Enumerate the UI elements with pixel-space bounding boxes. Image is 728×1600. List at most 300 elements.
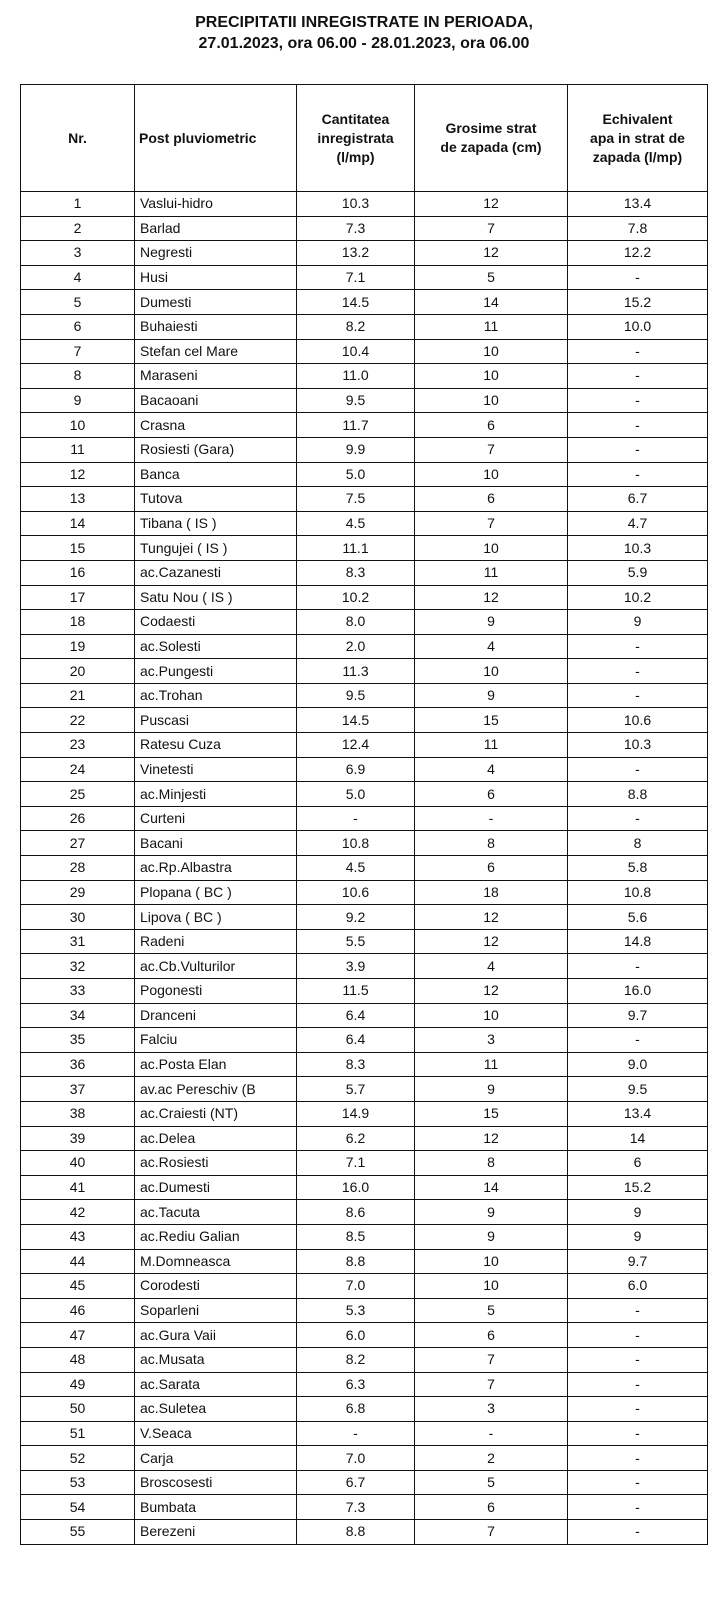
cell-echivalent: - — [568, 1323, 708, 1348]
cell-post: ac.Tacuta — [135, 1200, 297, 1225]
cell-nr: 1 — [21, 192, 135, 217]
cell-grosime: 11 — [415, 560, 568, 585]
cell-grosime: 15 — [415, 1101, 568, 1126]
cell-post: Crasna — [135, 413, 297, 438]
cell-post: ac.Cb.Vulturilor — [135, 954, 297, 979]
cell-post: ac.Dumesti — [135, 1175, 297, 1200]
cell-cantitatea: 11.3 — [297, 659, 415, 684]
cell-nr: 8 — [21, 364, 135, 389]
cell-grosime: 9 — [415, 1224, 568, 1249]
cell-grosime: 7 — [415, 1347, 568, 1372]
table-row — [21, 1274, 708, 1299]
cell-nr: 24 — [21, 757, 135, 782]
cell-nr: 47 — [21, 1323, 135, 1348]
cell-cantitatea: 8.6 — [297, 1200, 415, 1225]
cell-echivalent: - — [568, 757, 708, 782]
table-row — [21, 1249, 708, 1274]
cell-grosime: 5 — [415, 1298, 568, 1323]
cell-nr: 45 — [21, 1274, 135, 1299]
cell-nr: 42 — [21, 1200, 135, 1225]
table-row — [21, 314, 708, 339]
cell-grosime: 4 — [415, 757, 568, 782]
cell-post: av.ac Pereschiv (B — [135, 1077, 297, 1102]
cell-grosime: 5 — [415, 265, 568, 290]
cell-echivalent: 10.2 — [568, 585, 708, 610]
table-row — [21, 1101, 708, 1126]
cell-echivalent: - — [568, 1298, 708, 1323]
cell-cantitatea: 6.7 — [297, 1470, 415, 1495]
cell-post: ac.Delea — [135, 1126, 297, 1151]
cell-nr: 26 — [21, 806, 135, 831]
cell-cantitatea: 5.0 — [297, 782, 415, 807]
cell-cantitatea: 11.0 — [297, 364, 415, 389]
cell-grosime: 10 — [415, 462, 568, 487]
cell-grosime: 12 — [415, 905, 568, 930]
table-row — [21, 1077, 708, 1102]
cell-echivalent: 6.7 — [568, 487, 708, 512]
cell-echivalent: 4.7 — [568, 511, 708, 536]
cell-echivalent: 5.9 — [568, 560, 708, 585]
cell-post: ac.Minjesti — [135, 782, 297, 807]
cell-nr: 55 — [21, 1520, 135, 1545]
cell-echivalent: 15.2 — [568, 290, 708, 315]
cell-post: Husi — [135, 265, 297, 290]
cell-grosime: 15 — [415, 708, 568, 733]
cell-echivalent: - — [568, 1397, 708, 1422]
report-title — [0, 12, 728, 54]
cell-post: Buhaiesti — [135, 314, 297, 339]
cell-grosime: 12 — [415, 979, 568, 1004]
cell-nr: 2 — [21, 216, 135, 241]
title-line-2: 27.01.2023, ora 06.00 - 28.01.2023, ora 06.00 — [198, 35, 530, 52]
cell-nr: 40 — [21, 1151, 135, 1176]
cell-nr: 15 — [21, 536, 135, 561]
cell-cantitatea: 4.5 — [297, 511, 415, 536]
cell-post: Soparleni — [135, 1298, 297, 1323]
cell-grosime: 9 — [415, 1077, 568, 1102]
table-row — [21, 560, 708, 585]
cell-post: Codaesti — [135, 610, 297, 635]
cell-grosime: 10 — [415, 536, 568, 561]
cell-echivalent: 12.2 — [568, 241, 708, 266]
cell-post: Broscosesti — [135, 1470, 297, 1495]
cell-grosime: 12 — [415, 192, 568, 217]
cell-grosime: 11 — [415, 733, 568, 758]
cell-cantitatea: 2.0 — [297, 634, 415, 659]
table-row — [21, 1446, 708, 1471]
cell-post: ac.Trohan — [135, 683, 297, 708]
cell-cantitatea: 16.0 — [297, 1175, 415, 1200]
cell-grosime: 5 — [415, 1470, 568, 1495]
cell-echivalent: - — [568, 339, 708, 364]
cell-grosime: 10 — [415, 339, 568, 364]
cell-nr: 22 — [21, 708, 135, 733]
table-row — [21, 1397, 708, 1422]
table-row — [21, 1175, 708, 1200]
cell-echivalent: - — [568, 1347, 708, 1372]
cell-echivalent: - — [568, 462, 708, 487]
cell-cantitatea: 10.8 — [297, 831, 415, 856]
table-row — [21, 757, 708, 782]
cell-grosime: 12 — [415, 929, 568, 954]
cell-nr: 21 — [21, 683, 135, 708]
table-row — [21, 708, 708, 733]
cell-nr: 44 — [21, 1249, 135, 1274]
header-echivalent — [568, 85, 708, 192]
cell-echivalent: 10.3 — [568, 536, 708, 561]
header-grosime-line: Grosime strat — [445, 120, 537, 136]
cell-cantitatea: 7.0 — [297, 1446, 415, 1471]
cell-post: ac.Rediu Galian — [135, 1224, 297, 1249]
cell-grosime: 9 — [415, 1200, 568, 1225]
cell-cantitatea: 6.9 — [297, 757, 415, 782]
cell-cantitatea: 13.2 — [297, 241, 415, 266]
cell-grosime: 18 — [415, 880, 568, 905]
cell-post: ac.Rp.Albastra — [135, 856, 297, 881]
cell-post: Puscasi — [135, 708, 297, 733]
cell-echivalent: - — [568, 265, 708, 290]
table-row — [21, 610, 708, 635]
cell-echivalent: - — [568, 1495, 708, 1520]
cell-post: V.Seaca — [135, 1421, 297, 1446]
cell-nr: 6 — [21, 314, 135, 339]
cell-cantitatea: 14.5 — [297, 708, 415, 733]
cell-grosime: 10 — [415, 1003, 568, 1028]
table-row — [21, 585, 708, 610]
cell-cantitatea: 6.4 — [297, 1028, 415, 1053]
table-row — [21, 880, 708, 905]
header-cantitatea — [297, 85, 415, 192]
cell-nr: 48 — [21, 1347, 135, 1372]
table-row — [21, 1520, 708, 1545]
cell-echivalent: - — [568, 683, 708, 708]
cell-post: Falciu — [135, 1028, 297, 1053]
cell-nr: 19 — [21, 634, 135, 659]
table-row — [21, 1347, 708, 1372]
cell-cantitatea: 14.5 — [297, 290, 415, 315]
cell-grosime: 10 — [415, 364, 568, 389]
table-row — [21, 905, 708, 930]
cell-echivalent: - — [568, 1520, 708, 1545]
table-header-row — [21, 85, 708, 192]
cell-nr: 18 — [21, 610, 135, 635]
cell-echivalent: 9.0 — [568, 1052, 708, 1077]
cell-grosime: 4 — [415, 634, 568, 659]
cell-cantitatea: 6.8 — [297, 1397, 415, 1422]
header-nr: Nr. — [21, 85, 135, 192]
cell-echivalent: 10.0 — [568, 314, 708, 339]
cell-echivalent: 13.4 — [568, 1101, 708, 1126]
cell-grosime: 12 — [415, 585, 568, 610]
cell-post: Bacani — [135, 831, 297, 856]
table-row — [21, 265, 708, 290]
title-line-1: PRECIPITATII INREGISTRATE IN PERIOADA, — [195, 14, 533, 31]
cell-cantitatea: 10.3 — [297, 192, 415, 217]
cell-echivalent: 6.0 — [568, 1274, 708, 1299]
cell-grosime: 6 — [415, 782, 568, 807]
cell-post: Radeni — [135, 929, 297, 954]
cell-echivalent: 14 — [568, 1126, 708, 1151]
cell-cantitatea: 4.5 — [297, 856, 415, 881]
table-row — [21, 1003, 708, 1028]
cell-cantitatea: 6.0 — [297, 1323, 415, 1348]
cell-echivalent: 9.5 — [568, 1077, 708, 1102]
cell-nr: 52 — [21, 1446, 135, 1471]
cell-nr: 17 — [21, 585, 135, 610]
cell-nr: 3 — [21, 241, 135, 266]
cell-cantitatea: 11.5 — [297, 979, 415, 1004]
cell-grosime: 7 — [415, 1372, 568, 1397]
cell-nr: 32 — [21, 954, 135, 979]
cell-cantitatea: 8.3 — [297, 1052, 415, 1077]
table-row — [21, 1151, 708, 1176]
cell-cantitatea: 8.0 — [297, 610, 415, 635]
cell-post: Carja — [135, 1446, 297, 1471]
cell-nr: 11 — [21, 437, 135, 462]
cell-nr: 14 — [21, 511, 135, 536]
table-row — [21, 339, 708, 364]
table-row — [21, 511, 708, 536]
cell-nr: 12 — [21, 462, 135, 487]
cell-nr: 43 — [21, 1224, 135, 1249]
table-row — [21, 733, 708, 758]
cell-nr: 23 — [21, 733, 135, 758]
table-row — [21, 413, 708, 438]
table-row — [21, 979, 708, 1004]
cell-post: Berezeni — [135, 1520, 297, 1545]
cell-post: Satu Nou ( IS ) — [135, 585, 297, 610]
cell-grosime: 10 — [415, 388, 568, 413]
header-echivalent-line: apa in strat de — [590, 129, 685, 146]
cell-grosime: 10 — [415, 1249, 568, 1274]
cell-grosime: 4 — [415, 954, 568, 979]
cell-grosime: 7 — [415, 511, 568, 536]
cell-echivalent: 9 — [568, 1200, 708, 1225]
cell-echivalent: 5.6 — [568, 905, 708, 930]
cell-post: Tibana ( IS ) — [135, 511, 297, 536]
cell-nr: 54 — [21, 1495, 135, 1520]
cell-cantitatea: 11.7 — [297, 413, 415, 438]
cell-nr: 33 — [21, 979, 135, 1004]
cell-grosime: 3 — [415, 1397, 568, 1422]
cell-echivalent: 9 — [568, 610, 708, 635]
table-row — [21, 1200, 708, 1225]
cell-nr: 46 — [21, 1298, 135, 1323]
cell-grosime: 11 — [415, 1052, 568, 1077]
table-row — [21, 782, 708, 807]
cell-cantitatea: 6.3 — [297, 1372, 415, 1397]
cell-echivalent: 5.8 — [568, 856, 708, 881]
table-row — [21, 364, 708, 389]
cell-nr: 51 — [21, 1421, 135, 1446]
cell-cantitatea: 3.9 — [297, 954, 415, 979]
cell-echivalent: 9 — [568, 1224, 708, 1249]
cell-post: Ratesu Cuza — [135, 733, 297, 758]
cell-cantitatea: 7.3 — [297, 216, 415, 241]
table-row — [21, 1372, 708, 1397]
table-row — [21, 1323, 708, 1348]
table-row — [21, 216, 708, 241]
cell-nr: 30 — [21, 905, 135, 930]
cell-post: ac.Gura Vaii — [135, 1323, 297, 1348]
table-row — [21, 1298, 708, 1323]
cell-nr: 4 — [21, 265, 135, 290]
cell-grosime: 11 — [415, 314, 568, 339]
cell-cantitatea: 7.5 — [297, 487, 415, 512]
table-row — [21, 487, 708, 512]
cell-cantitatea: 7.3 — [297, 1495, 415, 1520]
cell-nr: 20 — [21, 659, 135, 684]
cell-post: Curteni — [135, 806, 297, 831]
cell-cantitatea: 11.1 — [297, 536, 415, 561]
cell-grosime: 14 — [415, 1175, 568, 1200]
table-row — [21, 290, 708, 315]
cell-echivalent: - — [568, 1421, 708, 1446]
cell-echivalent: - — [568, 634, 708, 659]
table-row — [21, 1495, 708, 1520]
cell-post: Dumesti — [135, 290, 297, 315]
cell-grosime: - — [415, 806, 568, 831]
cell-nr: 31 — [21, 929, 135, 954]
table-row — [21, 683, 708, 708]
cell-grosime: 6 — [415, 1495, 568, 1520]
cell-grosime: 7 — [415, 1520, 568, 1545]
cell-cantitatea: 7.1 — [297, 1151, 415, 1176]
cell-cantitatea: 6.2 — [297, 1126, 415, 1151]
cell-grosime: 6 — [415, 413, 568, 438]
header-grosime — [415, 85, 568, 192]
cell-cantitatea: 14.9 — [297, 1101, 415, 1126]
cell-nr: 50 — [21, 1397, 135, 1422]
table-body — [21, 192, 708, 1545]
cell-grosime: 14 — [415, 290, 568, 315]
cell-cantitatea: 8.2 — [297, 1347, 415, 1372]
cell-post: Tutova — [135, 487, 297, 512]
table-row — [21, 1126, 708, 1151]
cell-cantitatea: 10.4 — [297, 339, 415, 364]
cell-nr: 37 — [21, 1077, 135, 1102]
cell-post: Vinetesti — [135, 757, 297, 782]
header-grosime-line: de zapada (cm) — [440, 139, 542, 155]
header-post: Post pluviometric — [135, 85, 297, 192]
cell-nr: 39 — [21, 1126, 135, 1151]
cell-echivalent: 13.4 — [568, 192, 708, 217]
cell-nr: 9 — [21, 388, 135, 413]
cell-nr: 28 — [21, 856, 135, 881]
cell-nr: 29 — [21, 880, 135, 905]
cell-grosime: 8 — [415, 1151, 568, 1176]
cell-grosime: 6 — [415, 856, 568, 881]
cell-cantitatea: 5.3 — [297, 1298, 415, 1323]
cell-cantitatea: 7.1 — [297, 265, 415, 290]
cell-cantitatea: - — [297, 806, 415, 831]
cell-echivalent: 8 — [568, 831, 708, 856]
table-row — [21, 462, 708, 487]
cell-post: Dranceni — [135, 1003, 297, 1028]
cell-post: M.Domneasca — [135, 1249, 297, 1274]
cell-echivalent: 10.6 — [568, 708, 708, 733]
cell-nr: 34 — [21, 1003, 135, 1028]
cell-grosime: 8 — [415, 831, 568, 856]
cell-grosime: 7 — [415, 437, 568, 462]
cell-echivalent: 9.7 — [568, 1003, 708, 1028]
cell-grosime: 10 — [415, 1274, 568, 1299]
cell-echivalent: 16.0 — [568, 979, 708, 1004]
cell-cantitatea: 8.3 — [297, 560, 415, 585]
table-row — [21, 831, 708, 856]
cell-post: Pogonesti — [135, 979, 297, 1004]
cell-cantitatea: 10.2 — [297, 585, 415, 610]
cell-echivalent: - — [568, 954, 708, 979]
cell-nr: 35 — [21, 1028, 135, 1053]
table-row — [21, 1470, 708, 1495]
cell-post: Banca — [135, 462, 297, 487]
table-row — [21, 806, 708, 831]
table-row — [21, 536, 708, 561]
table-row — [21, 241, 708, 266]
cell-post: ac.Cazanesti — [135, 560, 297, 585]
cell-grosime: 6 — [415, 1323, 568, 1348]
cell-nr: 16 — [21, 560, 135, 585]
cell-post: ac.Musata — [135, 1347, 297, 1372]
cell-post: ac.Solesti — [135, 634, 297, 659]
cell-cantitatea: 12.4 — [297, 733, 415, 758]
cell-nr: 5 — [21, 290, 135, 315]
cell-echivalent: 8.8 — [568, 782, 708, 807]
cell-grosime: 9 — [415, 610, 568, 635]
cell-post: ac.Craiesti (NT) — [135, 1101, 297, 1126]
cell-cantitatea: 9.5 — [297, 683, 415, 708]
table-row — [21, 1224, 708, 1249]
table-row — [21, 1421, 708, 1446]
cell-cantitatea: 5.0 — [297, 462, 415, 487]
header-cantitatea-line: (l/mp) — [336, 148, 375, 165]
table-row — [21, 954, 708, 979]
cell-echivalent: 14.8 — [568, 929, 708, 954]
table-row — [21, 437, 708, 462]
cell-post: Barlad — [135, 216, 297, 241]
cell-post: ac.Rosiesti — [135, 1151, 297, 1176]
cell-post: ac.Posta Elan — [135, 1052, 297, 1077]
cell-echivalent: 9.7 — [568, 1249, 708, 1274]
cell-echivalent: - — [568, 388, 708, 413]
cell-grosime: 7 — [415, 216, 568, 241]
cell-post: Corodesti — [135, 1274, 297, 1299]
cell-post: Tungujei ( IS ) — [135, 536, 297, 561]
cell-post: Negresti — [135, 241, 297, 266]
cell-echivalent: 10.8 — [568, 880, 708, 905]
cell-echivalent: - — [568, 1028, 708, 1053]
table-row — [21, 388, 708, 413]
table-row — [21, 659, 708, 684]
cell-nr: 38 — [21, 1101, 135, 1126]
cell-cantitatea: 5.5 — [297, 929, 415, 954]
header-echivalent-line: zapada (l/mp) — [592, 148, 683, 165]
cell-nr: 49 — [21, 1372, 135, 1397]
cell-cantitatea: 8.8 — [297, 1520, 415, 1545]
precipitation-table — [20, 84, 708, 1545]
cell-echivalent: - — [568, 1446, 708, 1471]
cell-grosime: 6 — [415, 487, 568, 512]
cell-echivalent: 10.3 — [568, 733, 708, 758]
cell-grosime: 12 — [415, 1126, 568, 1151]
cell-cantitatea: 7.0 — [297, 1274, 415, 1299]
cell-cantitatea: 9.2 — [297, 905, 415, 930]
cell-cantitatea: - — [297, 1421, 415, 1446]
cell-echivalent: - — [568, 364, 708, 389]
cell-nr: 27 — [21, 831, 135, 856]
cell-post: Bacaoani — [135, 388, 297, 413]
